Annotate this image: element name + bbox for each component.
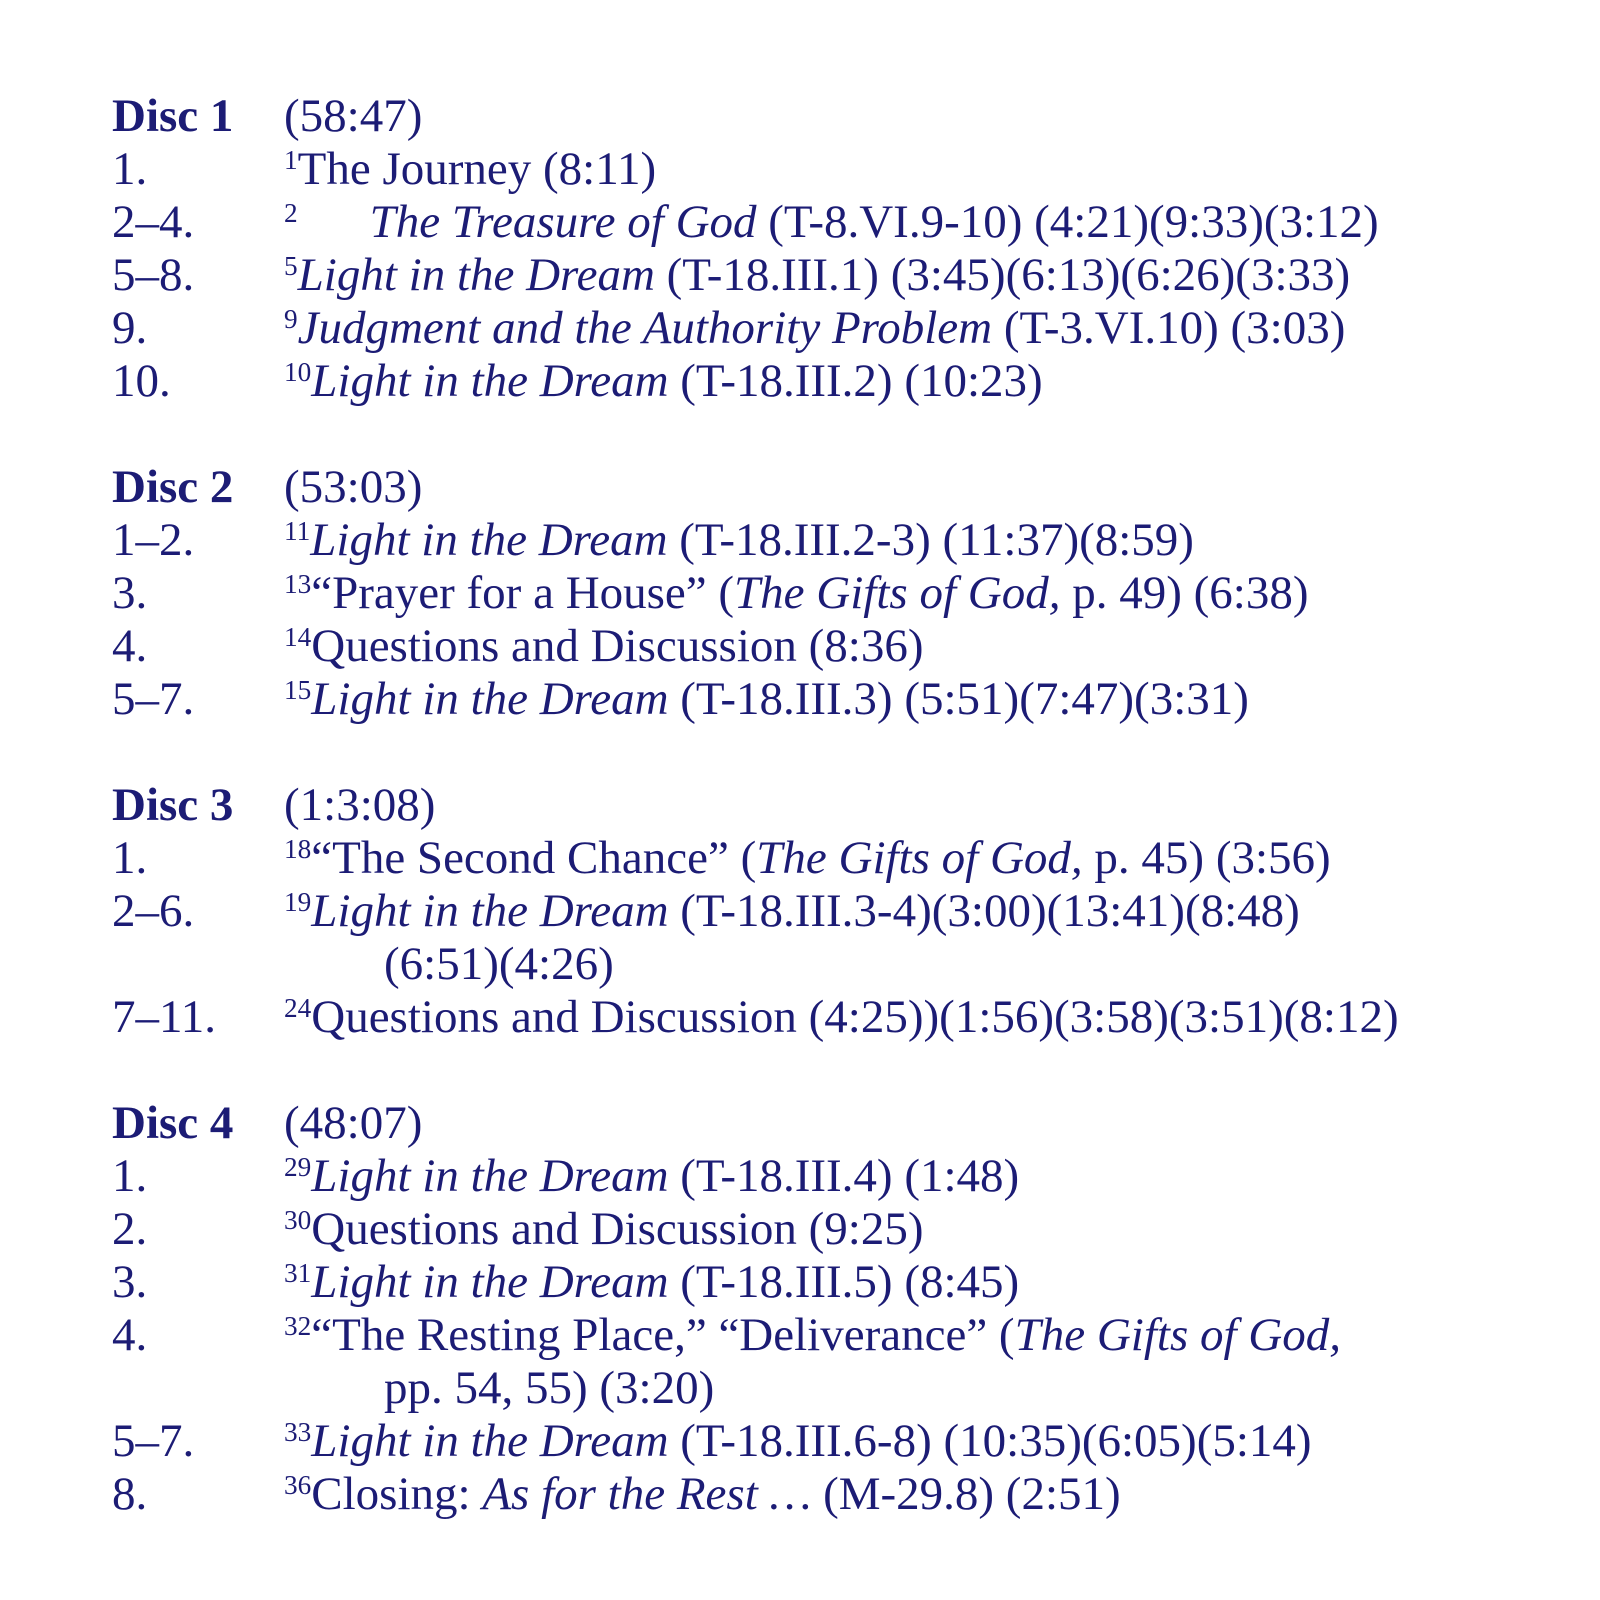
title-italic-segment: Light in the Dream bbox=[311, 1256, 669, 1308]
disc-duration: (48:07) bbox=[284, 1097, 423, 1149]
track-title bbox=[284, 249, 1570, 302]
track-title bbox=[284, 1203, 1570, 1256]
title-segment: Questions and Discussion (8:36) bbox=[311, 620, 924, 672]
cue-number: 1 bbox=[284, 145, 298, 176]
title-segment: (T-3.VI.10) (3:03) bbox=[992, 302, 1346, 354]
track-title bbox=[284, 567, 1570, 620]
track-row bbox=[112, 143, 1570, 196]
title-italic-segment: The Gifts of God, bbox=[1014, 1309, 1341, 1361]
disc-duration: (1:3:08) bbox=[284, 779, 436, 831]
disc-section bbox=[112, 461, 1570, 726]
title-segment: “The Second Chance” ( bbox=[311, 832, 757, 884]
track-row bbox=[112, 302, 1570, 355]
title-segment: Questions and Discussion (9:25) bbox=[311, 1203, 924, 1255]
track-number: 7–11. bbox=[112, 991, 217, 1043]
cue-number: 2 bbox=[284, 198, 298, 229]
cue-number: 15 bbox=[284, 675, 312, 706]
title-italic-segment: Light in the Dream bbox=[311, 1150, 669, 1202]
title-segment: p. 45) (3:56) bbox=[1082, 832, 1331, 884]
disc-label: Disc 1 bbox=[112, 90, 234, 142]
continuation-line: (6:51)(4:26) bbox=[384, 938, 614, 990]
track-row bbox=[112, 1468, 1570, 1521]
disc-label: Disc 4 bbox=[112, 1097, 234, 1149]
track-number: 10. bbox=[112, 355, 171, 407]
title-segment: (M-29.8) (2:51) bbox=[811, 1468, 1121, 1520]
track-number: 3. bbox=[112, 567, 148, 619]
track-number: 4. bbox=[112, 620, 148, 672]
title-segment: (T-18.III.1) (3:45)(6:13)(6:26)(3:33) bbox=[654, 249, 1351, 301]
cue-number: 33 bbox=[284, 1417, 312, 1448]
title-segment: (T-18.III.4) (1:48) bbox=[668, 1150, 1020, 1202]
title-italic-segment: The Gifts of God, bbox=[756, 832, 1083, 884]
track-number: 2–4. bbox=[112, 196, 195, 248]
track-row bbox=[112, 991, 1570, 1044]
title-segment: The Journey (8:11) bbox=[297, 143, 657, 195]
track-number: 1–2. bbox=[112, 514, 195, 566]
track-title bbox=[284, 991, 1570, 1044]
track-title bbox=[284, 1468, 1570, 1521]
title-segment: (T-18.III.3) (5:51)(7:47)(3:31) bbox=[668, 673, 1249, 725]
title-italic-segment: Light in the Dream bbox=[311, 355, 669, 407]
cue-number: 5 bbox=[284, 251, 298, 282]
title-italic-segment: As for the Rest … bbox=[482, 1468, 812, 1520]
disc-section bbox=[112, 779, 1570, 1044]
title-segment: (T-18.III.3-4)(3:00)(13:41)(8:48) bbox=[668, 885, 1300, 937]
cue-number: 32 bbox=[284, 1311, 312, 1342]
track-title bbox=[284, 673, 1570, 726]
track-number: 2–6. bbox=[112, 885, 195, 937]
cue-number: 24 bbox=[284, 993, 312, 1024]
cue-number: 9 bbox=[284, 304, 298, 335]
cue-number: 36 bbox=[284, 1470, 312, 1501]
disc-header bbox=[112, 90, 1570, 143]
track-title bbox=[284, 302, 1570, 355]
track-title bbox=[284, 1150, 1570, 1203]
track-title bbox=[284, 1415, 1570, 1468]
cue-number: 10 bbox=[284, 357, 312, 388]
title-italic-segment: The Gifts of God, bbox=[734, 567, 1061, 619]
title-italic-segment: The Treasure of God bbox=[369, 196, 757, 248]
track-number: 2. bbox=[112, 1203, 148, 1255]
track-row bbox=[112, 196, 1570, 249]
track-title bbox=[284, 1256, 1570, 1309]
cue-number: 19 bbox=[284, 887, 312, 918]
track-row bbox=[112, 567, 1570, 620]
track-number: 1. bbox=[112, 1150, 148, 1202]
track-number: 1. bbox=[112, 832, 148, 884]
track-row bbox=[112, 1150, 1570, 1203]
track-row bbox=[112, 1309, 1570, 1415]
disc-header bbox=[112, 1097, 1570, 1150]
track-row bbox=[112, 514, 1570, 567]
disc-label: Disc 2 bbox=[112, 461, 234, 513]
disc-label: Disc 3 bbox=[112, 779, 234, 831]
disc-duration: (58:47) bbox=[284, 90, 423, 142]
title-segment: (T-18.III.5) (8:45) bbox=[668, 1256, 1020, 1308]
cue-number: 31 bbox=[284, 1258, 312, 1289]
title-segment: “Prayer for a House” ( bbox=[311, 567, 735, 619]
title-italic-segment: Light in the Dream bbox=[311, 673, 669, 725]
title-segment: (T-8.VI.9-10) (4:21)(9:33)(3:12) bbox=[756, 196, 1379, 248]
disc-section bbox=[112, 90, 1570, 408]
track-number: 9. bbox=[112, 302, 148, 354]
cue-number: 18 bbox=[284, 834, 312, 865]
track-title bbox=[284, 143, 1570, 196]
track-number: 5–8. bbox=[112, 249, 195, 301]
track-row bbox=[112, 355, 1570, 408]
track-title bbox=[284, 514, 1570, 567]
title-segment: Closing: bbox=[311, 1468, 483, 1520]
track-number: 5–7. bbox=[112, 1415, 195, 1467]
disc-header bbox=[112, 461, 1570, 514]
title-segment: p. 49) (6:38) bbox=[1060, 567, 1309, 619]
cue-number: 11 bbox=[284, 516, 311, 547]
track-title bbox=[284, 196, 1570, 249]
title-segment: (T-18.III.2-3) (11:37)(8:59) bbox=[667, 514, 1194, 566]
track-row bbox=[112, 885, 1570, 991]
cue-number: 13 bbox=[284, 569, 312, 600]
title-italic-segment: Judgment and the Authority Problem bbox=[297, 302, 993, 354]
title-segment: (T-18.III.2) (10:23) bbox=[668, 355, 1043, 407]
track-title bbox=[284, 355, 1570, 408]
track-row bbox=[112, 832, 1570, 885]
track-number: 5–7. bbox=[112, 673, 195, 725]
track-title bbox=[284, 620, 1570, 673]
track-number: 8. bbox=[112, 1468, 148, 1520]
title-segment: Questions and Discussion (4:25))(1:56)(3:58)(3:51)(8:12) bbox=[311, 991, 1399, 1043]
title-segment: “The Resting Place,” “Deliverance” ( bbox=[311, 1309, 1015, 1361]
cue-number: 30 bbox=[284, 1205, 312, 1236]
track-title bbox=[284, 885, 1570, 991]
continuation-line: pp. 54, 55) (3:20) bbox=[384, 1362, 715, 1414]
cue-number: 29 bbox=[284, 1152, 312, 1183]
track-number: 1. bbox=[112, 143, 148, 195]
disc-header bbox=[112, 779, 1570, 832]
track-row bbox=[112, 620, 1570, 673]
disc-duration: (53:03) bbox=[284, 461, 423, 513]
track-number: 4. bbox=[112, 1309, 148, 1361]
title-italic-segment: Light in the Dream bbox=[311, 885, 669, 937]
track-title bbox=[284, 1309, 1570, 1415]
title-italic-segment: Light in the Dream bbox=[297, 249, 655, 301]
track-row bbox=[112, 1415, 1570, 1468]
track-row bbox=[112, 1256, 1570, 1309]
track-row bbox=[112, 249, 1570, 302]
disc-section bbox=[112, 1097, 1570, 1521]
cue-number: 14 bbox=[284, 622, 312, 653]
title-italic-segment: Light in the Dream bbox=[310, 514, 668, 566]
title-italic-segment: Light in the Dream bbox=[311, 1415, 669, 1467]
title-segment: (T-18.III.6-8) (10:35)(6:05)(5:14) bbox=[668, 1415, 1312, 1467]
track-number: 3. bbox=[112, 1256, 148, 1308]
track-title bbox=[284, 832, 1570, 885]
track-row bbox=[112, 1203, 1570, 1256]
track-row bbox=[112, 673, 1570, 726]
